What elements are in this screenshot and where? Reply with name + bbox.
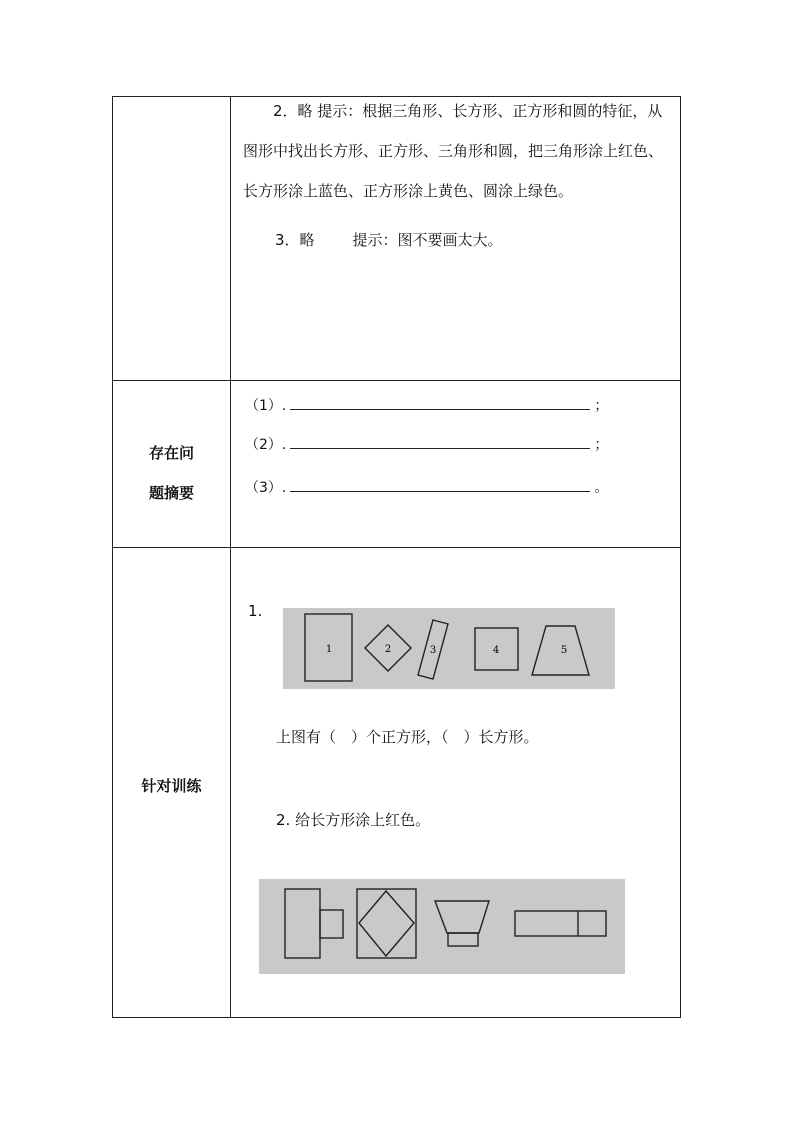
problem-summary-label-cell xyxy=(113,381,231,548)
answer-3-line xyxy=(231,220,680,260)
figure2-inner-diamond xyxy=(359,891,414,956)
shapes-figure-2 xyxy=(259,879,625,974)
figure2-long-rectangle xyxy=(515,911,606,936)
figure2-small-rectangle xyxy=(448,933,478,946)
figure2-small-square xyxy=(320,910,343,938)
problem-summary-label-line1: 存在问 xyxy=(148,444,194,462)
problem-item-1 xyxy=(245,395,608,415)
problem-item-2 xyxy=(245,434,608,454)
problem-summary-content-cell xyxy=(231,381,681,548)
shapes-figure-1-svg xyxy=(283,608,615,689)
question-1-number: 1. xyxy=(248,602,263,620)
figure2-outer-square xyxy=(357,889,416,958)
shapes-figure-2-svg xyxy=(259,879,625,974)
shape-label-4: 4 xyxy=(492,645,500,656)
worksheet-table xyxy=(112,96,681,1018)
problem-item-3-blank[interactable] xyxy=(290,477,590,492)
question-2-text: 2. 给长方形涂上红色。 xyxy=(276,811,431,829)
question-1-text: 上图有（ ）个正方形，（ ）长方形。 xyxy=(276,728,539,746)
problem-item-1-blank[interactable] xyxy=(290,395,590,410)
problem-summary-label-line2: 题摘要 xyxy=(148,484,194,502)
answer-3-hint: 提示：图不要画太大。 xyxy=(352,231,503,249)
figure2-trapezoid xyxy=(435,901,489,933)
figure2-tall-rectangle xyxy=(285,889,320,958)
problem-item-3-num: （3）. xyxy=(245,480,287,496)
shape-label-3: 3 xyxy=(429,645,437,656)
shape-label-1: 1 xyxy=(325,644,333,655)
problem-item-2-blank[interactable] xyxy=(290,434,590,449)
problem-item-3-end: 。 xyxy=(594,480,609,496)
row1-content-cell xyxy=(231,97,681,381)
shape-label-2: 2 xyxy=(384,644,392,655)
shapes-figure-1 xyxy=(283,608,615,689)
problem-item-2-end: ； xyxy=(594,437,609,453)
shape-label-5: 5 xyxy=(560,645,568,656)
problem-item-3 xyxy=(245,477,608,497)
practice-label: 针对训练 xyxy=(141,777,202,795)
row1-label-cell xyxy=(113,97,231,381)
practice-label-cell xyxy=(113,548,231,1018)
problem-item-2-num: （2）. xyxy=(245,437,287,453)
problem-item-1-num: （1）. xyxy=(245,398,287,414)
answer-2-paragraph: 2．略 提示：根据三角形、长方形、正方形和圆的特征，从图形中找出长方形、正方形、三角形和圆，把三角形涂上红色、长方形涂上蓝色、正方形涂上黄色、圆涂上绿色。 xyxy=(243,102,664,200)
problem-item-1-end: ； xyxy=(594,398,609,414)
practice-content-cell xyxy=(231,548,681,1018)
answer-3-label: 3．略 xyxy=(275,231,315,249)
